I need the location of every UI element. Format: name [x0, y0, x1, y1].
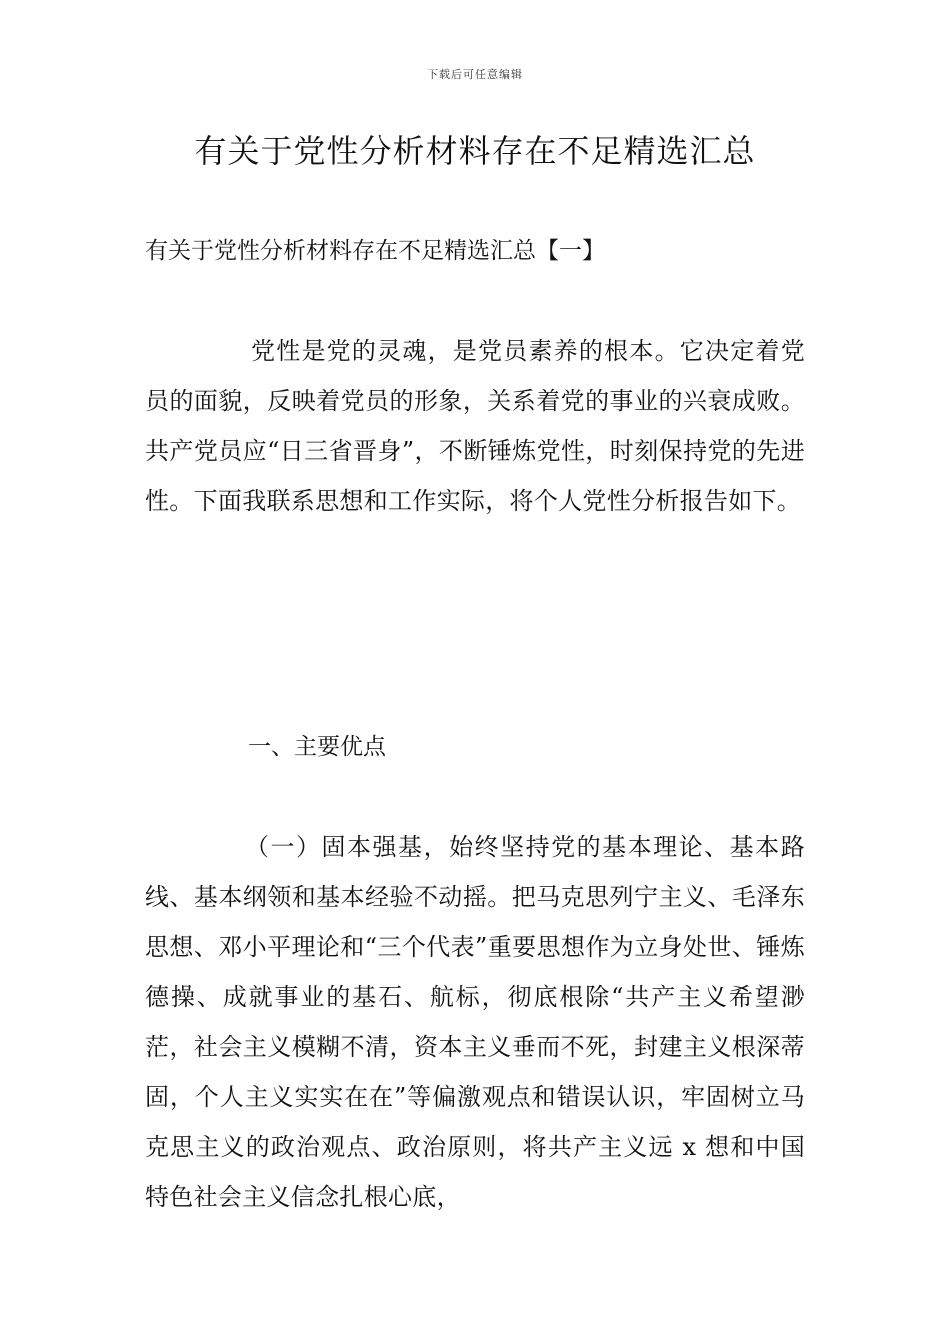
document-title: 有关于党性分析材料存在不足精选汇总 — [194, 132, 756, 170]
intro-paragraph: 党性是党的灵魂，是党员素养的根本。它决定着党员的面貌，反映着党员的形象，关系着党的事业的兴衰成败。共产党员应“日三省晋身”，不断锤炼党性，时刻保持党的先进性。下面我联系思想和工作实际，将个人党性分析报告如下。 — [145, 337, 805, 515]
section-subtitle: 有关于党性分析材料存在不足精选汇总【一】 — [145, 238, 605, 264]
section-one-paragraph: （一）固本强基，始终坚持党的基本理论、基本路线、基本纲领和基本经验不动摇。把马克思列宁主义、毛泽东思想、邓小平理论和“三个代表”重要思想作为立身处世、锤炼德操、成就事业的基石、航标，彻底根除“共产主义希望渺茫，社会主义模糊不清，资本主义垂而不死，封建主义根深蒂固，个人主义实实在在”等偏激观点和错误认识，牢固树立马克思主义的政治观点、政治原则，将共产主义远 x 想和中国特色社会主义信念扎根心底， — [145, 833, 805, 1211]
section-heading: 一、主要优点 — [248, 734, 386, 760]
header-note: 下载后可任意编辑 — [427, 68, 523, 81]
